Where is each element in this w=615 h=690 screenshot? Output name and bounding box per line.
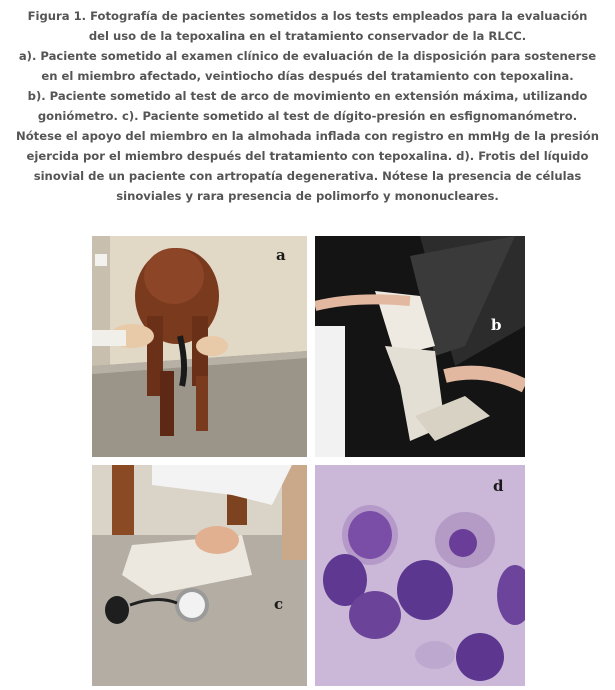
- caption-line: goniómetro. c). Paciente sometido al test de dígito-presión en esfignomanómetro.: [37, 109, 578, 123]
- photo-panel-d: [315, 465, 525, 686]
- caption-line: del uso de la tepoxalina en el tratamiento conservador de la RLCC.: [88, 29, 527, 43]
- photo-sphygmomanometer-test: [92, 465, 307, 686]
- photo-panel-c: [92, 465, 307, 686]
- caption-line: Figura 1. Fotografía de pacientes sometidos a los tests empleados para la evaluación: [27, 9, 588, 23]
- panel-label-c: c: [274, 595, 284, 613]
- caption-line: Nótese el apoyo del miembro en la almohada inflada con registro en mmHg de la presión: [16, 129, 599, 143]
- caption-line: sinoviales y rara presencia de polimorfo y mononucleares.: [116, 189, 499, 203]
- caption-line: ejercida por el miembro después del tratamiento con tepoxalina. d). Frotis del líquido: [26, 149, 589, 163]
- caption-line: b). Paciente sometido al test de arco de movimiento en extensión máxima, utilizando: [27, 89, 588, 103]
- panel-label-a: a: [276, 246, 286, 264]
- photo-goniometer-test: [315, 236, 525, 457]
- photo-synovial-smear: [315, 465, 525, 686]
- figure-caption: [4, 6, 611, 206]
- panel-label-b: b: [491, 316, 502, 334]
- caption-line: sinovial de un paciente con artropatía degenerativa. Nótese la presencia de células: [33, 169, 582, 183]
- caption-line: en el miembro afectado, veintiocho días después del tratamiento con tepoxalina.: [41, 69, 574, 83]
- caption-line: a). Paciente sometido al examen clínico de evaluación de la disposición para sostenerse: [18, 49, 597, 63]
- panel-label-d: d: [493, 477, 504, 495]
- photo-panel-b: [315, 236, 525, 457]
- photo-panel-a: [92, 236, 307, 457]
- photo-dog-standing: [92, 236, 307, 457]
